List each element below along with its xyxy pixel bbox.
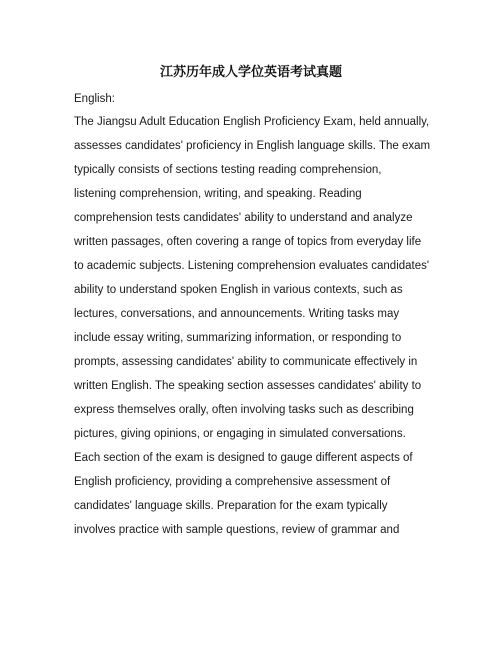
text-line: express themselves orally, often involving tasks such as describing — [74, 404, 414, 416]
text-line: The Jiangsu Adult Education English Proficiency Exam, held annually, — [74, 116, 430, 128]
text-line: assesses candidates' proficiency in English language skills. The exam — [74, 140, 431, 152]
text-line: written English. The speaking section assesses candidates' ability to — [74, 380, 422, 392]
document-title: 江苏历年成人学位英语考试真题 — [159, 65, 342, 80]
text-line: pictures, giving opinions, or engaging in simulated conversations. — [74, 428, 406, 440]
text-line: English proficiency, providing a comprehensive assessment of — [74, 476, 391, 488]
text-line: written passages, often covering a range of topics from everyday life — [74, 236, 422, 248]
body-paragraph — [74, 110, 434, 542]
text-line: to academic subjects. Listening comprehension evaluates candidates' — [74, 260, 430, 272]
text-line: candidates' language skills. Preparation for the exam typically — [74, 500, 388, 512]
text-line: typically consists of sections testing reading comprehension, — [74, 164, 382, 176]
text-line: Each section of the exam is designed to gauge different aspects of — [74, 452, 413, 464]
section-label: English: — [74, 93, 115, 105]
text-line: include essay writing, summarizing information, or responding to — [74, 332, 402, 344]
text-line: prompts, assessing candidates' ability to communicate effectively in — [74, 356, 418, 368]
text-line: lectures, conversations, and announcements. Writing tasks may — [74, 308, 400, 320]
text-line: listening comprehension, writing, and speaking. Reading — [74, 188, 362, 200]
text-line: involves practice with sample questions, review of grammar and — [74, 524, 400, 536]
text-line: comprehension tests candidates' ability to understand and analyze — [74, 212, 413, 224]
text-line: ability to understand spoken English in various contexts, such as — [74, 284, 403, 296]
